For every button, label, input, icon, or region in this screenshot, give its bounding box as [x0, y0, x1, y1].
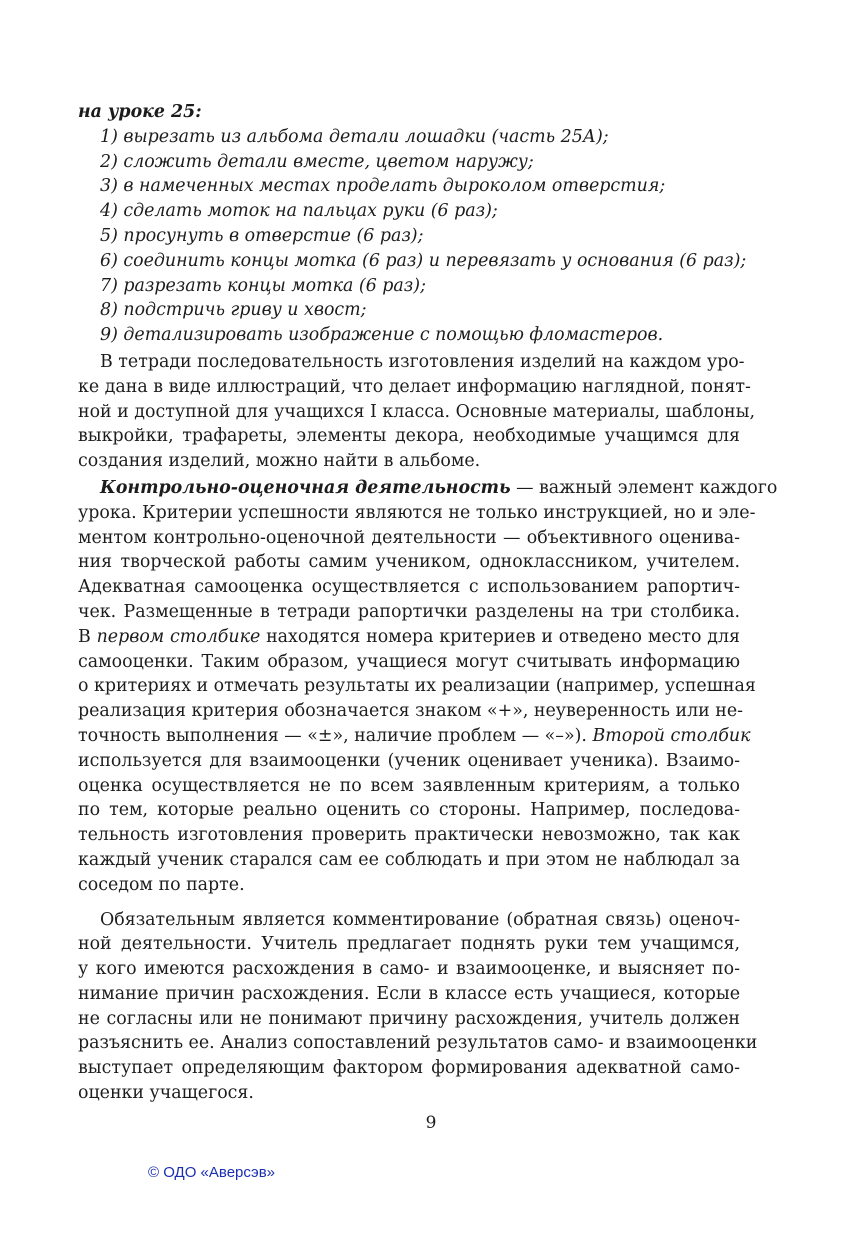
- section-heading: на уроке 25:: [78, 102, 202, 122]
- paragraph-feedback: [78, 908, 758, 1106]
- text-line: урока. Критерии успешности являются не только инструкцией, но и эле-: [78, 502, 756, 523]
- text-line: Обязательным является комментирование (обратная связь) оценоч-: [100, 909, 740, 930]
- text-fragment: — важный элемент каждого: [510, 477, 778, 498]
- text-line: чек. Размещенные в тетради рапортички разделены на три столбика.: [78, 601, 740, 622]
- text-line: Адекватная самооценка осуществляется с использованием рапортич-: [78, 577, 740, 598]
- page-body: [78, 100, 778, 1106]
- text-line: выкройки, трафареты, элементы декора, необходимые учащимся для: [78, 426, 740, 447]
- text-line: ной и доступной для учащихся I класса. Основные материалы, шаблоны,: [78, 401, 756, 422]
- text-line: В тетради последовательность изготовления изделий на каждом уро-: [100, 351, 745, 372]
- paragraph-spacer: [78, 898, 740, 908]
- text-line: у кого имеются расхождения в само- и взаимооценке, и выясняет по-: [78, 959, 740, 980]
- text-line: соседом по парте.: [78, 874, 245, 895]
- text-line: ной деятельности. Учитель предлагает поднять руки тем учащимся,: [78, 934, 740, 955]
- list-item: 2) сложить детали вместе, цветом наружу;: [100, 151, 534, 172]
- text-line: [78, 724, 751, 749]
- text-line: используется для взаимооценки (ученик оценивает ученика). Взаимо-: [78, 750, 740, 771]
- emphasis-first-column: первом столбике: [96, 626, 261, 647]
- text-line: нимание причин расхождения. Если в классе есть учащиеся, которые: [78, 983, 740, 1004]
- text-line: [78, 625, 740, 650]
- text-line: создания изделий, можно найти в альбоме.: [78, 451, 481, 472]
- text-line: выступает определяющим фактором формирования адекватной само-: [78, 1058, 740, 1079]
- emphasis-second-column: Второй столбик: [592, 725, 751, 746]
- text-line: о критериях и отмечать результаты их реализации (например, успешная: [78, 676, 756, 697]
- paragraph-workbook: [78, 350, 756, 474]
- list-item: 4) сделать моток на пальцах руки (6 раз);: [100, 201, 498, 222]
- text-line: не согласны или не понимают причину расхождения, учитель должен: [78, 1008, 740, 1029]
- text-line: [78, 476, 778, 501]
- text-line: реализация критерия обозначается знаком «+», неуверенность или не-: [78, 701, 744, 722]
- list-item: 9) детализировать изображение с помощью фломастеров.: [100, 325, 664, 346]
- text-line: каждый ученик старался сам ее соблюдать и при этом не наблюдал за: [78, 849, 740, 870]
- text-line: ке дана в виде иллюстраций, что делает информацию наглядной, понят-: [78, 376, 751, 397]
- text-line: ментом контрольно-оценочной деятельности — объективного оценива-: [78, 527, 740, 548]
- text-line: оценка осуществляется не по всем заявленным критериям, а только: [78, 775, 740, 796]
- steps-list: [78, 125, 747, 348]
- copyright-notice: © ОДО «Аверсэв»: [148, 1164, 276, 1181]
- text-line: разъяснить ее. Анализ сопоставлений результатов само- и взаимооценки: [78, 1033, 758, 1054]
- text-fragment: точность выполнения — «±», наличие проблем — «–»).: [78, 725, 593, 746]
- list-item: 5) просунуть в отверстие (6 раз);: [100, 225, 424, 246]
- text-line: оценки учащегося.: [78, 1083, 254, 1104]
- text-line: ния творческой работы самим учеником, одноклассником, учителем.: [78, 552, 740, 573]
- list-item: 8) подстричь гриву и хвост;: [100, 300, 367, 321]
- list-item: 7) разрезать концы мотка (6 раз);: [100, 275, 426, 296]
- text-line: тельность изготовления проверить практически невозможно, так как: [78, 825, 740, 846]
- list-item: 6) соединить концы мотка (6 раз) и перевязать у основания (6 раз);: [100, 250, 747, 271]
- text-line: самооценки. Таким образом, учащиеся могут считывать информацию: [78, 651, 740, 672]
- text-fragment: находятся номера критериев и отведено место для: [260, 626, 740, 647]
- term-assessment: Контрольно-оценочная деятельность: [100, 477, 511, 498]
- list-item: 1) вырезать из альбома детали лошадки (часть 25А);: [100, 126, 609, 147]
- text-line: по тем, которые реально оценить со стороны. Например, последова-: [78, 800, 740, 821]
- paragraph-assessment: [78, 476, 778, 898]
- page-number: 9: [425, 1113, 437, 1133]
- list-item: 3) в намеченных местах проделать дыроколом отверстия;: [100, 176, 666, 197]
- text-fragment: В: [78, 626, 97, 647]
